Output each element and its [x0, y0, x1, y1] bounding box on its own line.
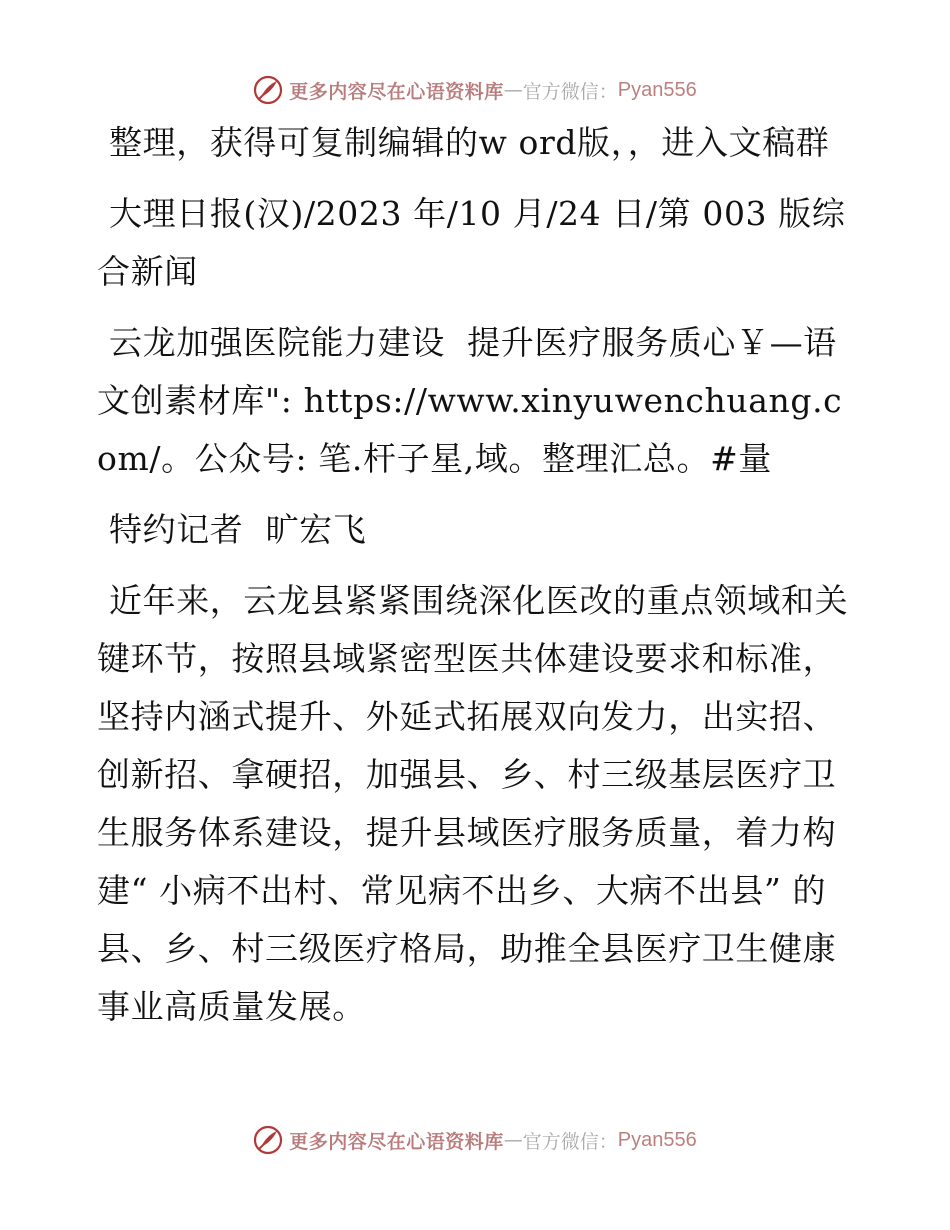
feather-pen-icon — [253, 1125, 283, 1155]
watermark-brand-text: 更多内容尽在心语资料库 — [289, 1130, 504, 1153]
watermark-official-label: 官方微信： — [522, 80, 618, 103]
watermark-wechat-id: Pyan556 — [617, 78, 697, 101]
watermark-wechat-id: Pyan556 — [617, 1128, 697, 1151]
watermark-banner-bottom — [0, 1120, 950, 1160]
intro-note: 整理，获得可复制编辑的w ord版，，进入文稿群 — [109, 123, 830, 162]
article-title: 云龙加强医院能力建设 提升医疗服务质心￥—语文创素材库": https://www.xinyuwenchuang.com/。公众号: 笔.杆子星,域。整理汇总。#量 — [97, 323, 843, 478]
watermark-separator: — — [503, 79, 523, 101]
body-paragraph: 近年来，云龙县紧紧围绕深化医改的重点领域和关键环节，按照县域紧密型医共体建设要求和标准，坚持内涵式提升、外延式拓展双向发力，出实招、创新招、拿硬招，加强县、乡、村三级基层医疗卫生服务体系建设，提升县域医疗服务质量，着力构建“ 小病不出村、常见病不出乡、大病不出县” 的县、乡、村三级医疗格局，助推全县医疗卫生健康事业高质量发展。 — [97, 581, 849, 1026]
watermark-official-label: 官方微信： — [522, 1130, 618, 1153]
feather-pen-icon — [253, 75, 283, 105]
watermark-banner-top — [0, 70, 950, 110]
byline: 特约记者 旷宏飞 — [109, 510, 367, 549]
watermark-separator: — — [503, 1129, 523, 1151]
watermark-brand-text: 更多内容尽在心语资料库 — [289, 80, 504, 103]
document-body — [97, 114, 857, 1049]
source-line: 大理日报(汉)/2023 年/10 月/24 日/第 003 版综合新闻 — [97, 194, 846, 291]
